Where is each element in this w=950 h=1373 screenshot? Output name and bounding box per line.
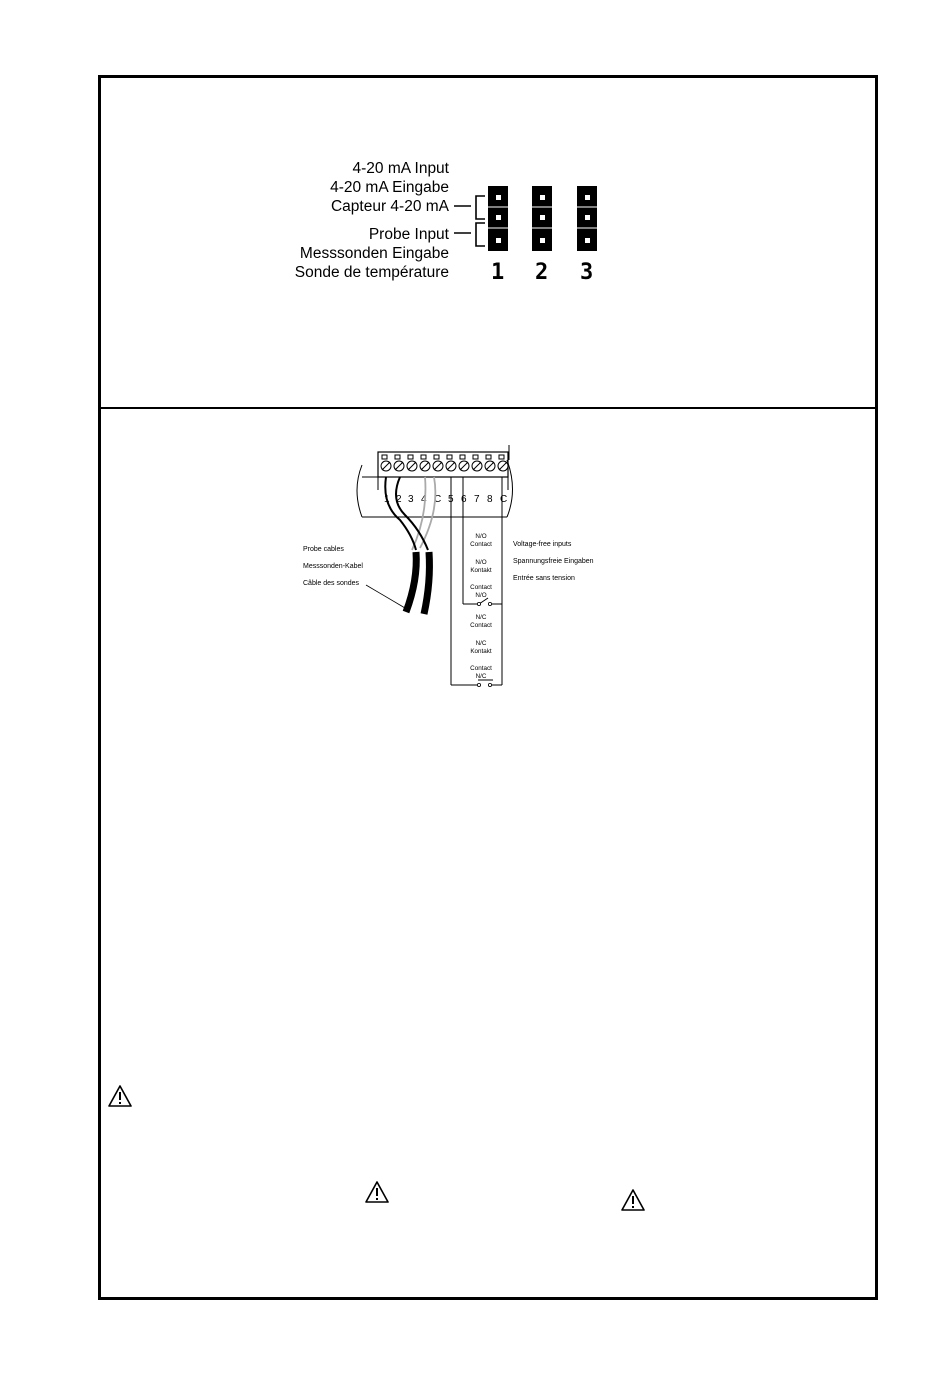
contact-no-labels [470, 533, 492, 599]
jumper-number-2: 2 [535, 260, 549, 285]
label-probe-input: Probe Input [368, 226, 449, 243]
label-4-20ma-input: 4-20 mA Input [352, 160, 449, 177]
contact-label: Contact [470, 541, 492, 548]
contact-label: N/O [475, 533, 487, 540]
label-4-20ma-eingabe: 4-20 mA Eingabe [330, 179, 449, 196]
terminal-label: 6 [461, 494, 467, 505]
warning-icon [622, 1190, 644, 1210]
terminal-screws [381, 455, 508, 471]
jumper-brackets [454, 196, 485, 246]
terminal-labels [384, 494, 507, 505]
contact-label: Contact [470, 665, 492, 672]
contact-nc-labels [470, 614, 492, 680]
terminal-label: 2 [396, 494, 402, 505]
probe-cables-label-en: Probe cables [303, 546, 344, 553]
terminal-label: 3 [408, 494, 414, 505]
label-messsonden-eingabe: Messsonden Eingabe [299, 245, 449, 262]
warning-icon [366, 1182, 388, 1202]
jumper-number-1: 1 [491, 260, 505, 285]
jumper-3 [577, 186, 597, 251]
label-capteur-4-20ma: Capteur 4-20 mA [330, 198, 449, 215]
cable-pointer [366, 585, 405, 608]
contact-label: Kontakt [470, 648, 492, 655]
contact-label: N/C [475, 640, 487, 647]
terminal-label: 7 [474, 494, 480, 505]
jumper-1 [488, 186, 508, 251]
contact-label: N/C [475, 673, 487, 680]
contact-label: Kontakt [470, 567, 492, 574]
contact-label: N/O [475, 559, 487, 566]
label-sonde-temperature: Sonde de température [294, 264, 449, 281]
inputs-label-fr: Entrée sans tension [513, 575, 575, 582]
terminal-label: C [500, 494, 508, 505]
probe-cables-label-fr: Câble des sondes [303, 580, 360, 587]
warning-icon [109, 1086, 131, 1106]
contact-label: N/O [475, 592, 487, 599]
terminal-label: 4 [421, 494, 427, 505]
terminal-label: 1 [384, 494, 390, 505]
terminal-label: 5 [448, 494, 454, 505]
terminal-label: C [434, 494, 442, 505]
contact-label: Contact [470, 584, 492, 591]
inputs-label-en: Voltage-free inputs [513, 541, 572, 548]
jumper-number-3: 3 [580, 260, 594, 285]
probe-cables-label-de: Messsonden-Kabel [303, 563, 363, 570]
contact-label: Contact [470, 622, 492, 629]
terminal-label: 8 [487, 494, 493, 505]
inputs-label-de: Spannungsfreie Eingaben [513, 558, 594, 565]
contact-label: N/C [475, 614, 487, 621]
jumper-2 [532, 186, 552, 251]
